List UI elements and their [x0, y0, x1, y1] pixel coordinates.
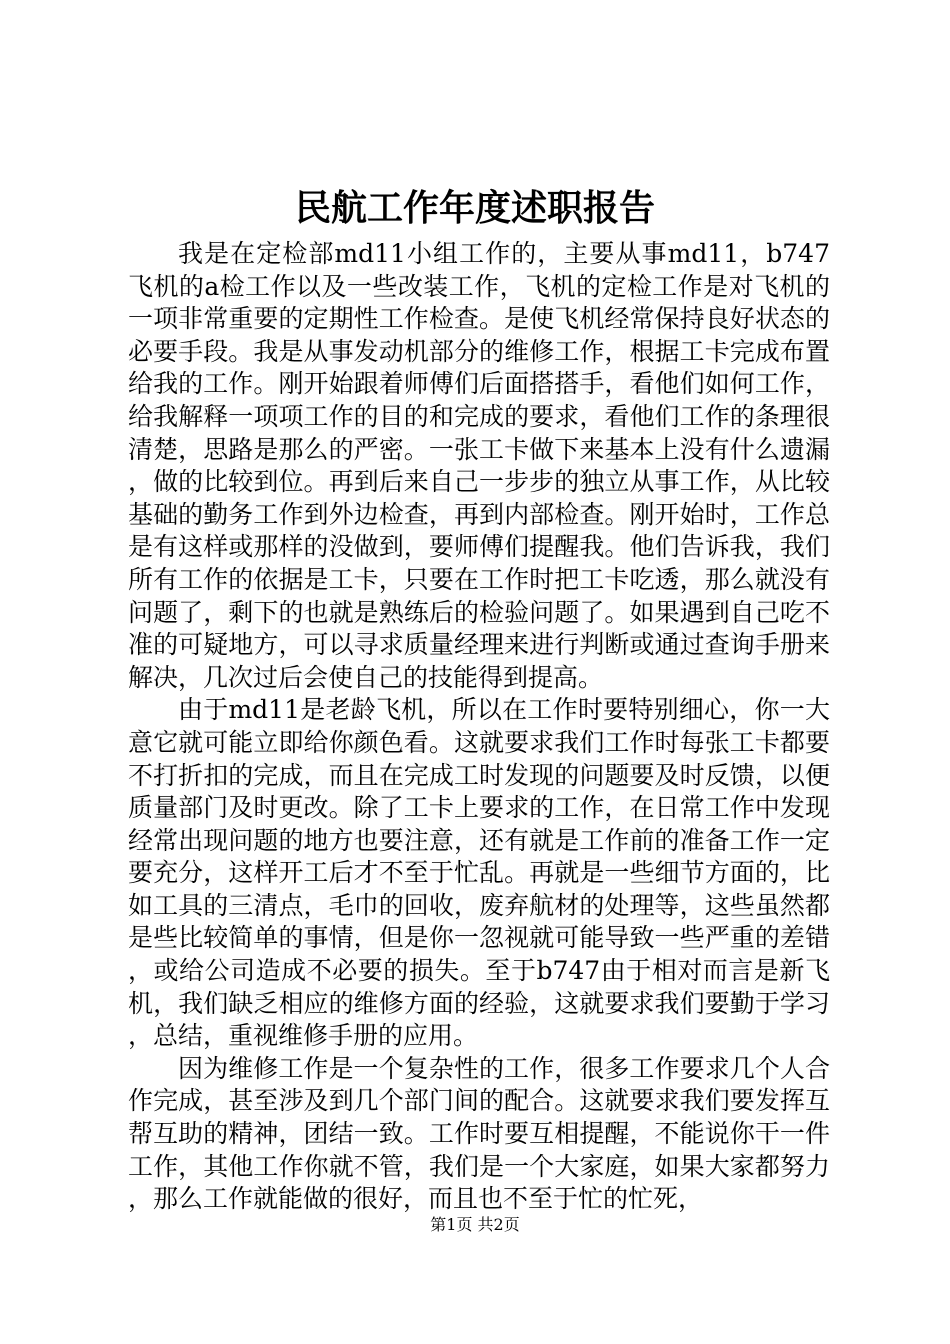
- paragraph-2: 由于md11是老龄飞机，所以在工作时要特别细心，你一大意它就可能立即给你颜色看。这就要求我们工作时每张工卡都要不打折扣的完成，而且在完成工时发现的问题要及时反馈，以便质量部门及时更改。除了工卡上要求的工作，在日常工作中发现经常出现问题的地方也要注意，还有就是工作前的准备工作一定要充分，这样开工后才不至于忙乱。再就是一些细节方面的，比如工具的三清点，毛巾的回收，废弃航材的处理等，这些虽然都是些比较简单的事情，但是你一忽视就可能导致一些严重的差错，或给公司造成不必要的损失。至于b747由于相对而言是新飞机，我们缺乏相应的维修方面的经验，这就要求我们要勤于学习，总结，重视维修手册的应用。: [128, 695, 830, 1051]
- page-footer: 第1页 共2页: [430, 1215, 520, 1234]
- document-title: 民航工作年度述职报告: [294, 187, 655, 229]
- document-body: [128, 238, 830, 1216]
- paragraph-1: 我是在定检部md11小组工作的，主要从事md11，b747飞机的a检工作以及一些改装工作，飞机的定检工作是对飞机的一项非常重要的定期性工作检查。是使飞机经常保持良好状态的必要手段。我是从事发动机部分的维修工作，根据工卡完成布置给我的工作。刚开始跟着师傅们后面搭搭手，看他们如何工作，给我解释一项项工作的目的和完成的要求，看他们工作的条理很清楚，思路是那么的严密。一张工卡做下来基本上没有什么遗漏，做的比较到位。再到后来自己一步步的独立从事工作，从比较基础的勤务工作到外边检查，再到内部检查。刚开始时，工作总是有这样或那样的没做到，要师傅们提醒我。他们告诉我，我们所有工作的依据是工卡，只要在工作时把工卡吃透，那么就没有问题了，剩下的也就是熟练后的检验问题了。如果遇到自己吃不准的可疑地方，可以寻求质量经理来进行判断或通过查询手册来解决，几次过后会使自己的技能得到提高。: [128, 239, 830, 692]
- paragraph-3: 因为维修工作是一个复杂性的工作，很多工作要求几个人合作完成，甚至涉及到几个部门间的配合。这就要求我们要发挥互帮互助的精神，团结一致。工作时要互相提醒，不能说你干一件工作，其他工作你就不管，我们是一个大家庭，如果大家都努力，那么工作就能做的很好，而且也不至于忙的忙死，: [128, 1053, 830, 1214]
